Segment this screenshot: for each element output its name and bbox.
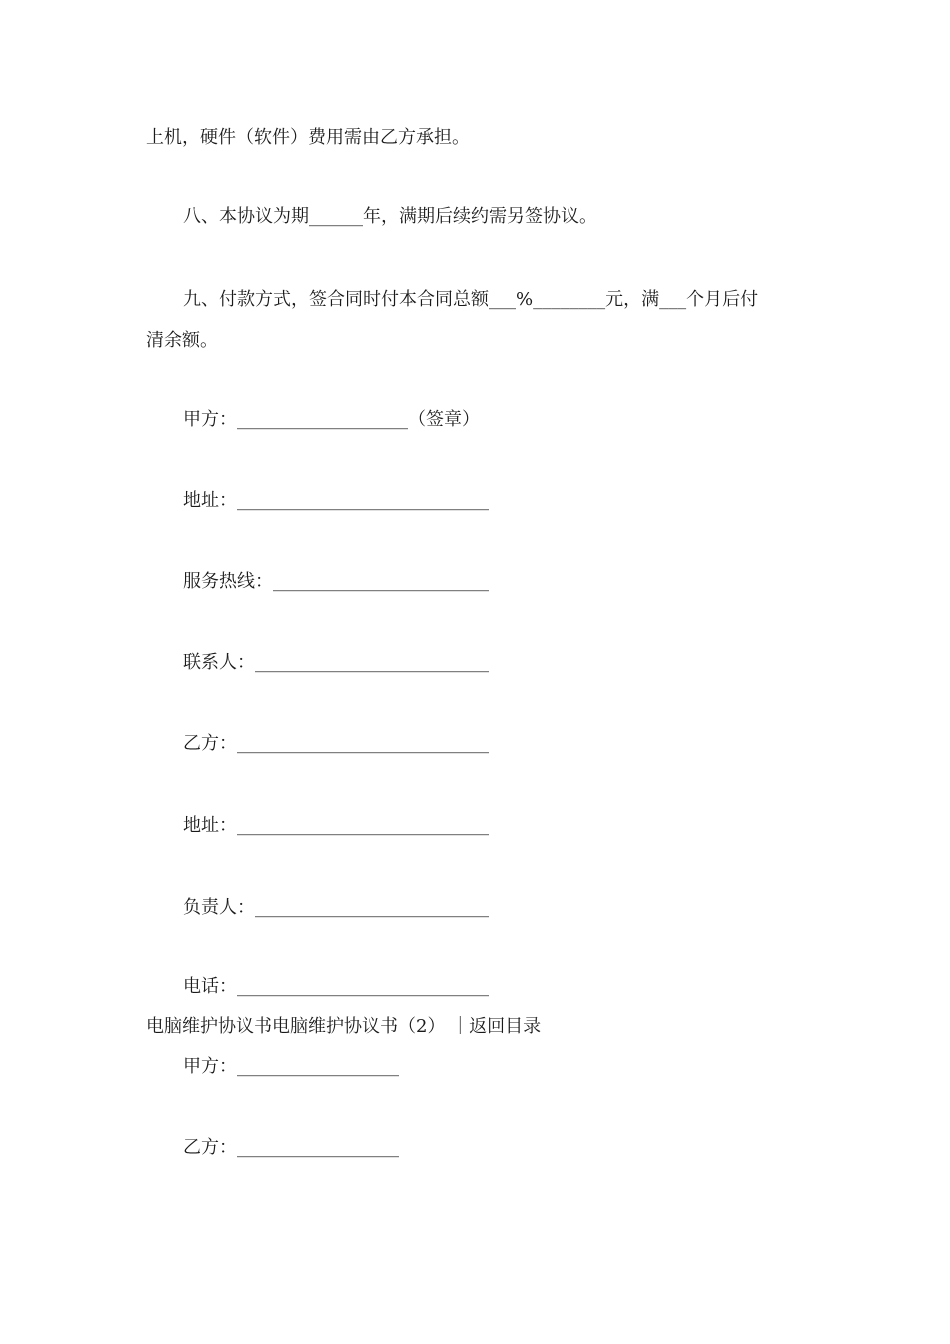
next-party-a-field: 甲方：__________________ (183, 1056, 399, 1077)
next-party-b-field: 乙方：__________________ (183, 1137, 399, 1158)
phone-field: 电话：____________________________ (183, 976, 489, 997)
party-b-address-field: 地址：____________________________ (183, 815, 489, 836)
party-b-field: 乙方：____________________________ (183, 733, 489, 754)
service-hotline-field: 服务热线：________________________ (183, 571, 489, 592)
clause-8: 八、本协议为期______年，满期后续约需另签协议。 (183, 206, 597, 227)
responsible-person-field: 负责人：__________________________ (183, 897, 489, 918)
clause-9-line-1: 九、付款方式，签合同时付本合同总额___%________元，满___个月后付 (183, 289, 759, 310)
clause-9-line-2: 清余额。 (146, 330, 218, 351)
clause-7-continuation: 上机，硬件（软件）费用需由乙方承担。 (146, 127, 470, 148)
contact-person-field: 联系人：__________________________ (183, 652, 489, 673)
next-document-heading (146, 1015, 541, 1039)
back-to-contents-link[interactable]: ｜返回目录 (451, 1016, 542, 1037)
party-a-signature-field: 甲方：___________________（签章） (183, 409, 480, 430)
party-a-address-field: 地址：____________________________ (183, 490, 489, 511)
next-document-title: 电脑维护协议书电脑维护协议书（2） (146, 1016, 446, 1037)
